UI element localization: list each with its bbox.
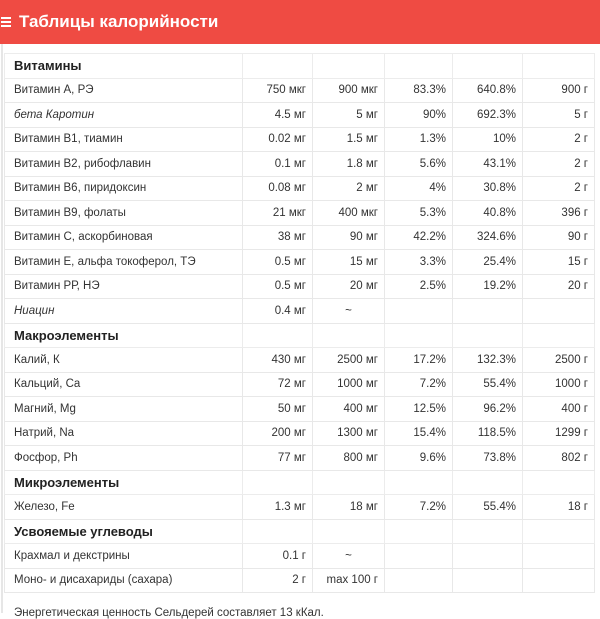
empty-cell: [523, 470, 595, 495]
cell-grams: 5 г: [523, 103, 595, 128]
table-row: [5, 568, 595, 593]
cell-grams: 1299 г: [523, 421, 595, 446]
cell-pct2: 55.4%: [453, 495, 523, 520]
cell-norm: 90 мг: [313, 225, 385, 250]
empty-cell: [313, 323, 385, 348]
cell-grams: 900 г: [523, 78, 595, 103]
cell-amount: 2 г: [243, 568, 313, 593]
cell-pct: 2.5%: [385, 274, 453, 299]
cell-pct2: 10%: [453, 127, 523, 152]
empty-cell: [453, 54, 523, 79]
cell-pct: 3.3%: [385, 250, 453, 275]
table-row: [5, 397, 595, 422]
cell-amount: 1.3 мг: [243, 495, 313, 520]
cell-amount: 38 мг: [243, 225, 313, 250]
cell-norm: 1.5 мг: [313, 127, 385, 152]
table-row: [5, 544, 595, 569]
empty-cell: [385, 519, 453, 544]
cell-grams: 2 г: [523, 176, 595, 201]
app-header: [0, 0, 600, 44]
cell-amount: 72 мг: [243, 372, 313, 397]
cell-grams: 2500 г: [523, 348, 595, 373]
cell-pct2: 118.5%: [453, 421, 523, 446]
empty-cell: [453, 323, 523, 348]
cell-pct2: 324.6%: [453, 225, 523, 250]
nutrient-name: Ниацин: [5, 299, 243, 324]
cell-amount: 0.5 мг: [243, 274, 313, 299]
cell-grams: [523, 299, 595, 324]
table-body: [5, 54, 595, 593]
cell-grams: 18 г: [523, 495, 595, 520]
section-title: Витамины: [5, 54, 243, 79]
cell-norm: 900 мкг: [313, 78, 385, 103]
cell-pct: [385, 568, 453, 593]
nutrient-name: Калий, К: [5, 348, 243, 373]
nutrient-name: Магний, Mg: [5, 397, 243, 422]
cell-pct: 7.2%: [385, 495, 453, 520]
empty-cell: [385, 323, 453, 348]
cell-amount: 77 мг: [243, 446, 313, 471]
cell-pct2: 19.2%: [453, 274, 523, 299]
nutrient-name: Крахмал и декстрины: [5, 544, 243, 569]
cell-pct: [385, 299, 453, 324]
table-row: [5, 348, 595, 373]
nutrient-name: Витамин Е, альфа токоферол, ТЭ: [5, 250, 243, 275]
cell-norm: 18 мг: [313, 495, 385, 520]
table-row: [5, 421, 595, 446]
table-row: [5, 299, 595, 324]
cell-pct: 12.5%: [385, 397, 453, 422]
cell-grams: 1000 г: [523, 372, 595, 397]
cell-grams: 2 г: [523, 127, 595, 152]
empty-cell: [243, 470, 313, 495]
page-title: Таблицы калорийности: [19, 12, 219, 31]
section-title: Макроэлементы: [5, 323, 243, 348]
cell-amount: 50 мг: [243, 397, 313, 422]
nutrition-table: [4, 53, 595, 593]
table-row: [5, 176, 595, 201]
empty-cell: [313, 519, 385, 544]
cell-norm: 2 мг: [313, 176, 385, 201]
table-row: [5, 250, 595, 275]
cell-norm: 1000 мг: [313, 372, 385, 397]
empty-cell: [385, 470, 453, 495]
cell-grams: 15 г: [523, 250, 595, 275]
empty-cell: [243, 519, 313, 544]
cell-pct2: 40.8%: [453, 201, 523, 226]
cell-pct: 9.6%: [385, 446, 453, 471]
empty-cell: [453, 519, 523, 544]
cell-pct2: 692.3%: [453, 103, 523, 128]
cell-grams: 400 г: [523, 397, 595, 422]
nutrient-name: Фосфор, Ph: [5, 446, 243, 471]
section-title: Микроэлементы: [5, 470, 243, 495]
cell-pct: 17.2%: [385, 348, 453, 373]
left-divider: [1, 44, 3, 613]
menu-icon[interactable]: [1, 17, 11, 27]
cell-norm: 1.8 мг: [313, 152, 385, 177]
cell-pct2: 55.4%: [453, 372, 523, 397]
cell-pct: 5.3%: [385, 201, 453, 226]
nutrient-name: Витамин А, РЭ: [5, 78, 243, 103]
cell-norm: 1300 мг: [313, 421, 385, 446]
cell-amount: 21 мкг: [243, 201, 313, 226]
cell-amount: 0.1 г: [243, 544, 313, 569]
cell-grams: 802 г: [523, 446, 595, 471]
table-row: [5, 201, 595, 226]
cell-pct2: 96.2%: [453, 397, 523, 422]
nutrient-name: Витамин В6, пиридоксин: [5, 176, 243, 201]
nutrient-name: Натрий, Na: [5, 421, 243, 446]
cell-grams: 90 г: [523, 225, 595, 250]
nutrient-name: Моно- и дисахариды (сахара): [5, 568, 243, 593]
empty-cell: [523, 323, 595, 348]
cell-pct: 90%: [385, 103, 453, 128]
empty-cell: [523, 54, 595, 79]
cell-pct2: 43.1%: [453, 152, 523, 177]
cell-amount: 0.1 мг: [243, 152, 313, 177]
nutrient-name: Витамин В2, рибофлавин: [5, 152, 243, 177]
section-title: Усвояемые углеводы: [5, 519, 243, 544]
cell-grams: 396 г: [523, 201, 595, 226]
cell-pct: 1.3%: [385, 127, 453, 152]
cell-pct: 7.2%: [385, 372, 453, 397]
cell-amount: 0.08 мг: [243, 176, 313, 201]
cell-amount: 0.4 мг: [243, 299, 313, 324]
cell-grams: [523, 544, 595, 569]
cell-pct2: 132.3%: [453, 348, 523, 373]
cell-pct2: [453, 544, 523, 569]
cell-norm: 20 мг: [313, 274, 385, 299]
table-row: [5, 78, 595, 103]
cell-pct2: 640.8%: [453, 78, 523, 103]
cell-norm: 15 мг: [313, 250, 385, 275]
cell-amount: 200 мг: [243, 421, 313, 446]
cell-pct2: [453, 568, 523, 593]
empty-cell: [313, 54, 385, 79]
section-header-vitamins: [5, 54, 595, 79]
cell-norm: max 100 г: [313, 568, 385, 593]
section-header-macro: [5, 323, 595, 348]
cell-amount: 0.5 мг: [243, 250, 313, 275]
cell-grams: 20 г: [523, 274, 595, 299]
cell-pct2: 30.8%: [453, 176, 523, 201]
empty-cell: [243, 323, 313, 348]
cell-pct: 42.2%: [385, 225, 453, 250]
cell-amount: 4.5 мг: [243, 103, 313, 128]
table-row: [5, 103, 595, 128]
table-row: [5, 152, 595, 177]
empty-cell: [313, 470, 385, 495]
table-row: [5, 495, 595, 520]
empty-cell: [385, 54, 453, 79]
cell-pct2: [453, 299, 523, 324]
nutrient-name: Витамин В9, фолаты: [5, 201, 243, 226]
cell-norm: 800 мг: [313, 446, 385, 471]
cell-pct: 83.3%: [385, 78, 453, 103]
nutrient-name: Витамин C, аскорбиновая: [5, 225, 243, 250]
cell-norm: 5 мг: [313, 103, 385, 128]
cell-amount: 0.02 мг: [243, 127, 313, 152]
nutrient-name: Витамин В1, тиамин: [5, 127, 243, 152]
content-area: [0, 44, 600, 619]
cell-pct: 5.6%: [385, 152, 453, 177]
nutrient-name: Железо, Fe: [5, 495, 243, 520]
cell-grams: 2 г: [523, 152, 595, 177]
cell-amount: 750 мкг: [243, 78, 313, 103]
empty-cell: [523, 519, 595, 544]
cell-pct: 4%: [385, 176, 453, 201]
table-row: [5, 127, 595, 152]
table-row: [5, 446, 595, 471]
table-row: [5, 274, 595, 299]
empty-cell: [243, 54, 313, 79]
cell-pct: 15.4%: [385, 421, 453, 446]
table-row: [5, 225, 595, 250]
table-row: [5, 372, 595, 397]
nutrient-name: бета Каротин: [5, 103, 243, 128]
cell-norm: 2500 мг: [313, 348, 385, 373]
section-header-micro: [5, 470, 595, 495]
footer-note: Энергетическая ценность Сельдерей составляет 13 кКал.: [14, 607, 324, 619]
cell-pct2: 25.4%: [453, 250, 523, 275]
cell-norm: 400 мкг: [313, 201, 385, 226]
section-header-carbs: [5, 519, 595, 544]
cell-pct2: 73.8%: [453, 446, 523, 471]
cell-amount: 430 мг: [243, 348, 313, 373]
nutrient-name: Кальций, Ca: [5, 372, 243, 397]
cell-norm: 400 мг: [313, 397, 385, 422]
nutrient-name: Витамин РР, НЭ: [5, 274, 243, 299]
cell-grams: [523, 568, 595, 593]
cell-pct: [385, 544, 453, 569]
cell-norm: ~: [313, 299, 385, 324]
empty-cell: [453, 470, 523, 495]
cell-norm: ~: [313, 544, 385, 569]
